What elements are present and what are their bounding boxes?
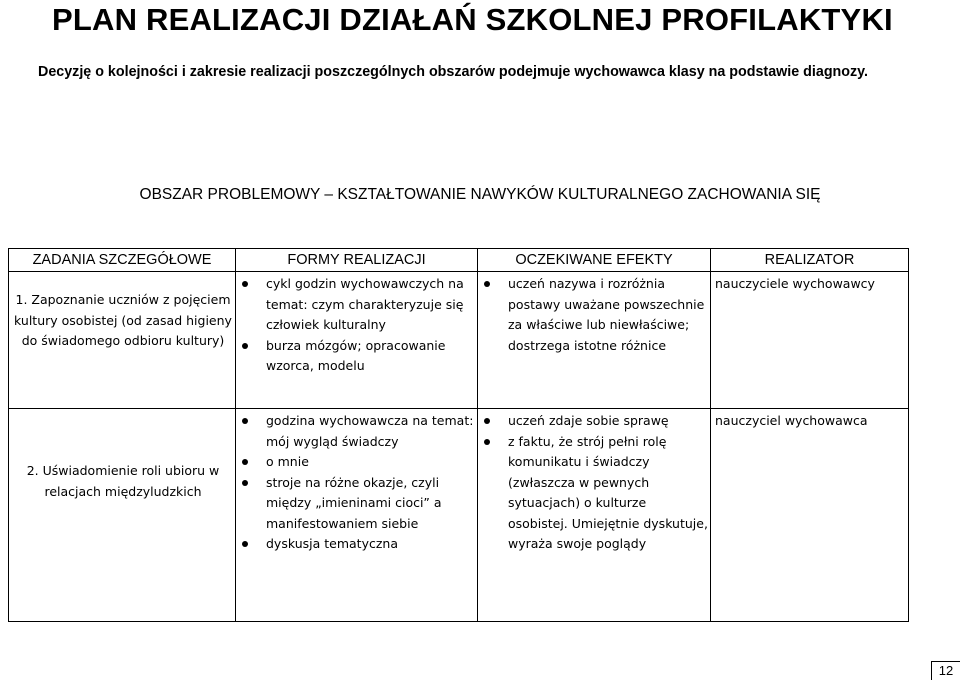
list-item bbox=[482, 411, 708, 432]
effect-text: z faktu, że strój pełni rolę komunikatu i świadczy (zwłaszcza w pewnych sytuacjach) o kulturze osobistej. Umiejętnie dyskutuje, wyraża swoje poglądy bbox=[508, 433, 708, 551]
list-item bbox=[240, 336, 475, 377]
form-text: stroje na różne okazje, czyli między „imieninami cioci” a manifestowaniem siebie bbox=[266, 474, 442, 531]
task-text: 1. Zapoznanie uczniów z pojęciem kultury osobistej (od zasad higieny do świadomego odbioru kultury) bbox=[14, 292, 232, 348]
effects-cell bbox=[478, 409, 711, 622]
list-item bbox=[240, 452, 475, 473]
forms-cell bbox=[236, 409, 478, 622]
problem-area-heading: OBSZAR PROBLEMOWY – KSZTAŁTOWANIE NAWYKÓW KULTURALNEGO ZACHOWANIA SIĘ bbox=[139, 186, 821, 203]
form-text: godzina wychowawcza na temat: mój wygląd świadczy bbox=[266, 413, 474, 449]
table-row bbox=[9, 409, 909, 622]
page-number: 12 bbox=[931, 661, 960, 680]
table-header-row bbox=[9, 249, 909, 272]
list-item bbox=[240, 534, 475, 555]
responsible-text: nauczyciel wychowawca bbox=[715, 413, 868, 428]
list-item bbox=[240, 274, 475, 336]
bullet-icon bbox=[242, 480, 248, 486]
bullet-icon bbox=[242, 418, 248, 424]
task-cell bbox=[9, 409, 236, 622]
form-text: o mnie bbox=[266, 454, 309, 469]
effect-text: uczeń zdaje sobie sprawę bbox=[508, 413, 669, 428]
document-title: PLAN REALIZACJI DZIAŁAŃ SZKOLNEJ PROFILAKTYKI bbox=[52, 2, 893, 37]
task-text: 2. Uświadomienie roli ubioru w relacjach międzyludzkich bbox=[26, 463, 220, 499]
form-text: burza mózgów; opracowanie wzorca, modelu bbox=[266, 337, 446, 373]
forms-cell bbox=[236, 272, 478, 409]
list-item bbox=[482, 274, 708, 356]
list-item bbox=[482, 432, 708, 555]
document-subtitle: Decyzję o kolejności i zakresie realizacji poszczególnych obszarów podejmuje wychowawca klasy na podstawie diagnozy. bbox=[38, 64, 869, 80]
header-forms: FORMY REALIZACJI bbox=[236, 249, 478, 272]
effect-text: uczeń nazywa i rozróżnia postawy uważane powszechnie za właściwe lub niewłaściwe; dostrzega istotne różnice bbox=[508, 276, 705, 353]
list-item bbox=[240, 473, 475, 535]
table-row bbox=[9, 272, 909, 409]
responsible-cell bbox=[711, 409, 909, 622]
task-cell bbox=[9, 272, 236, 409]
bullet-icon bbox=[242, 281, 248, 287]
bullet-icon bbox=[484, 439, 490, 445]
bullet-icon bbox=[484, 418, 490, 424]
form-text: cykl godzin wychowawczych na temat: czym charakteryzuje się człowiek kulturalny bbox=[266, 276, 464, 332]
bullet-icon bbox=[484, 281, 490, 287]
prevention-plan-table bbox=[8, 248, 909, 622]
responsible-text: nauczyciele wychowawcy bbox=[715, 276, 875, 291]
header-effects: OCZEKIWANE EFEKTY bbox=[478, 249, 711, 272]
form-text: dyskusja tematyczna bbox=[266, 536, 398, 551]
responsible-cell bbox=[711, 272, 909, 409]
effects-cell bbox=[478, 272, 711, 409]
list-item bbox=[240, 411, 475, 452]
bullet-icon bbox=[242, 459, 248, 465]
header-tasks: ZADANIA SZCZEGÓŁOWE bbox=[9, 249, 236, 272]
bullet-icon bbox=[242, 541, 248, 547]
header-responsible: REALIZATOR bbox=[711, 249, 909, 272]
bullet-icon bbox=[242, 343, 248, 349]
